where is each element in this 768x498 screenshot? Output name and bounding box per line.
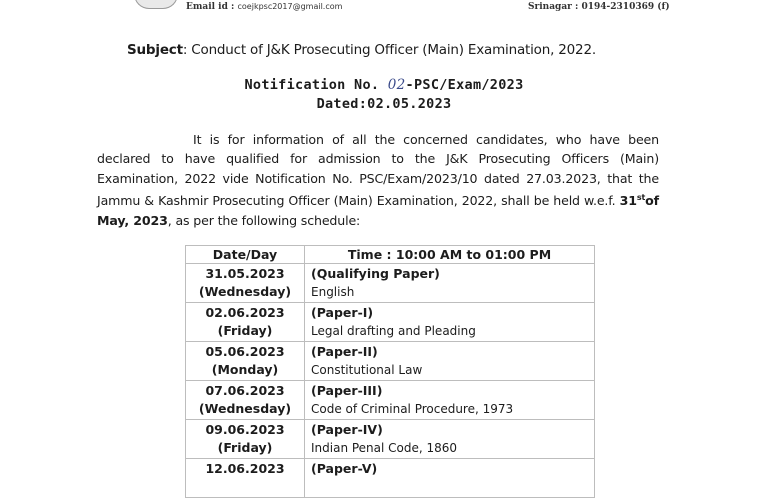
header-phone	[528, 2, 670, 12]
body-paragraph	[97, 130, 659, 230]
notification-suffix: -PSC/Exam/2023	[405, 77, 524, 93]
email-label: Email id :	[186, 2, 235, 12]
col-header-date: Date/Day	[186, 246, 305, 264]
date-cell: 31.05.2023 (Wednesday)	[186, 264, 305, 303]
notification-number	[0, 76, 768, 95]
notification-date: Dated:02.05.2023	[316, 96, 452, 112]
paper-cell: (Paper-II) Constitutional Law	[305, 342, 595, 381]
notification-heading	[0, 76, 768, 114]
letterhead-emblem	[134, 0, 178, 9]
date-cell: 12.06.2023	[186, 459, 305, 498]
date-cell: 07.06.2023 (Wednesday)	[186, 381, 305, 420]
email-value: coejkpsc2017@gmail.com	[237, 2, 343, 11]
handwritten-number: 02	[387, 77, 406, 93]
header-email	[186, 2, 342, 12]
col-header-time: Time : 10:00 AM to 01:00 PM	[305, 246, 595, 264]
paper-cell: (Paper-III) Code of Criminal Procedure, 1973	[305, 381, 595, 420]
table-row	[186, 381, 595, 420]
table-row	[186, 264, 595, 303]
table-row	[186, 303, 595, 342]
date-cell: 05.06.2023 (Monday)	[186, 342, 305, 381]
phone-value: 0194-2310369 (f)	[581, 2, 670, 12]
table-row	[186, 342, 595, 381]
exam-schedule-table	[185, 245, 595, 498]
subject-line	[127, 42, 596, 58]
phone-label: Srinagar :	[528, 2, 579, 12]
exam-start-date: 31stof May, 2023	[97, 193, 659, 228]
table-header-row	[186, 246, 595, 264]
paper-cell: (Qualifying Paper) English	[305, 264, 595, 303]
subject-label: Subject	[127, 42, 183, 58]
subject-text: : Conduct of J&K Prosecuting Officer (Main) Examination, 2022.	[182, 42, 596, 58]
notification-prefix: Notification No.	[244, 77, 380, 93]
body-text: It is for information of all the concerned candidates, who have been declared to have qualified for admission to the J&K Prosecuting Officers (Main) Examination, 2022 vide Notification No. PSC/Exam/2023/10 dated 27.03.2023, that the Jammu & Kashmir Prosecuting Officer (Main) Examination, 2022, shall be held w.e.f.	[97, 132, 659, 209]
table-row	[186, 420, 595, 459]
date-cell: 02.06.2023 (Friday)	[186, 303, 305, 342]
table-row	[186, 459, 595, 498]
body-text-end: , as per the following schedule:	[167, 212, 361, 228]
paper-cell: (Paper-IV) Indian Penal Code, 1860	[305, 420, 595, 459]
paper-cell: (Paper-V)	[305, 459, 595, 498]
date-cell: 09.06.2023 (Friday)	[186, 420, 305, 459]
paper-cell: (Paper-I) Legal drafting and Pleading	[305, 303, 595, 342]
